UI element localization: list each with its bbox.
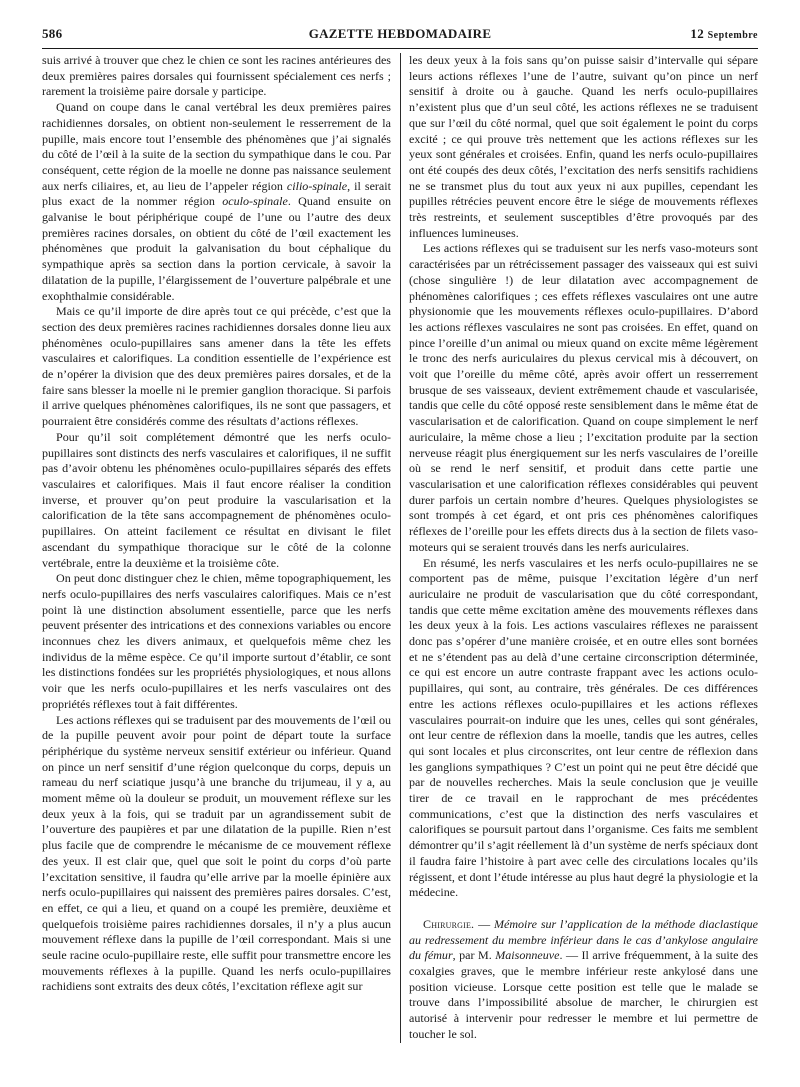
issue-month: Septembre xyxy=(707,30,758,41)
paragraph: On peut donc distinguer chez le chien, même topographiquement, les nerfs oculo-pupillaires des nerfs vasculaires calorifiques. Mais ce n’est point là une distinction absolument essentielle, parce que les nerfs peuvent présenter des intrications et des connexions variables ou encore inconnues chez les divers animaux, et quelquefois même chez les individus de la même espèce. Ce qu’il importe surtout d’établir, ce sont les distinctions fondées sur les propriétés physiologiques, et nous allons voir que les nerfs oculo-pupillaires et les nerfs vasculaires ont des propriétés réflexes tout à fait différentes. xyxy=(42,571,391,711)
paragraph: Mais ce qu’il importe de dire après tout ce qui précède, c’est que la section des deux premières racines rachidiennes dorsales donne lieu aux phénomènes oculo-pupillaires sans amener dans la tête les effets vasculaires et calorifiques. La condition essentielle de l’expérience est de n’opérer la division que des deux premières paires dorsales, et de la faire sans blesser la moelle ni le premier ganglion thoracique. Si parfois il arrive quelques phénomènes calorifiques, ils ne sont que passagers, et pourraient être considérés comme des résultats d’actions réflexes. xyxy=(42,304,391,429)
chirurgie-paragraph xyxy=(409,917,758,1043)
text-run: , il serait plus exact de la nommer région xyxy=(42,178,391,209)
section-spacer xyxy=(409,901,758,917)
header-rule xyxy=(42,48,758,49)
paragraph: Les actions réflexes qui se traduisent par des mouvements de l’œil ou de la pupille peuvent avoir pour point de départ toute la surface périphérique du système nerveux sensitif extérieur ou inférieur. Quand on pince un nerf sensitif d’une région quelconque du corps, depuis un rameau du nerf sciatique jusqu’à une branche du trijumeau, il y a, au moment même où la douleur se produit, un mouvement réflexe sur les deux yeux à la fois, qui se traduit par un agrandissement subit de l’ouverture des paupières et par une dilatation de la pupille. Rien n’est plus facile que de comprendre le mécanisme de ce mouvement réflexe des yeux. Il est clair que, quel que soit le point du corps d’où parte l’excitation sensitive, il faudra qu’elle arrive par la moelle épinière aux nerfs oculo-pupillaires qui naissent des premières paires dorsales. C’est, en effet, ce qui a lieu, et quand on a coupé les première, deuxième et quelquefois troisième paires rachidiennes dorsales, il n’y a plus aucun mouvement réflexe dans la pupille de l’œil correspondant. Mais si une seule racine oculo-pupillaire reste, elle suffit pour transmettre encore les mouvements réflexes à la pupille. Quand les nerfs oculo-pupillaires rachidiens sont extraits des deux côtés, l’excitation réflexe agit sur xyxy=(42,712,391,994)
italic-term: cilio-spinale xyxy=(286,178,348,193)
paragraph: En résumé, les nerfs vasculaires et les nerfs oculo-pupillaires ne se comportent pas de même, puisque l’excitation légère d’un nerf auriculaire ne produit de vascularisation que du côté correspondant, tandis que cette même excitation amène des mouvements réflexes dans les deux yeux à la fois. Les actions vasculaires réflexes ne paraissent donc pas s’opérer d’une manière croisée, et en outre elles sont bornées et ne s’étendent pas au delà d’une certaine circonscription déterminée, ce qui est encore un autre contraste frappant avec les actions oculo-pupillaires, qui sont, au contraire, très générales. De ces différences entre les actions réflexes oculo-pupillaires et les actions réflexes vasculaires pourrait-on induire que les unes, celles qui sont générales, ont leur centre de réflexion dans la moelle, tandis que les autres, celles qui sont locales et plus circonscrites, ont leur centre de réflexion dans les ganglions sympathiques ? C’est un point qui ne peut être décidé que par de nouvelles recherches. Mais la seule conclusion que je veuille tirer de ce travail en le rapprochant de mes précédentes communications, c’est que la distinction des nerfs vasculaires et calorifiques se poursuit partout dans l’organisme. Ces faits me semblent démontrer qu’il s’agit réellement là d’un système de nerfs spéciaux dont il faudra faire l’histoire à part avec celle des circulations locales qu’ils régissent, et dont l’étude intéresse au plus haut degré la physiologie et la médecine. xyxy=(409,555,758,900)
text-run: . Quand ensuite on galvanise le bout périphérique coupé de l’une ou l’autre des deux premières racines dorsales, on obtient du côté de l’œil exactement les phénomènes que produit la galvanisation du bout céphalique du sympathique après sa section dans la portion cervicale, à savoir la dilatation de la pupille, l’élargissement de l’ouverture palpébrale et une exophthalmie considérable. xyxy=(42,194,391,303)
issue-date xyxy=(690,26,758,42)
paragraph xyxy=(42,100,391,304)
text-run: Quand on coupe dans le canal vertébral les deux premières paires rachidiennes dorsales, on obtient non-seulement le resserrement de la pupille, mais encore tout l’ensemble des phénomènes que j’ai signalés du côté de l’œil à la suite de la section du sympathique dans le cou. Par conséquent, cette région de la moelle ne donne pas naissance seulement aux nerfs ciliaires, et, au lieu de l’appeler région xyxy=(42,100,391,193)
paragraph: Les actions réflexes qui se traduisent sur les nerfs vaso-moteurs sont caractérisées par un rétrécissement passager des vaisseaux qui est suivi (chose singulière !) de leur dilatation avec accompagnement de phénomènes calorifiques ; ces effets réflexes vasculaires ont une autre physionomie que les mouvements réflexes oculo-pupillaires. D’abord les actions réflexes vasculaires ne sont pas croisées. En effet, quand on pince l’oreille d’un animal ou mieux quand on excite même légèrement le tronc des nerfs auriculaires du plexus cervical mis à découvert, on voit que l’oreille du même côté, après avoir offert un resserrement brusque de ses vaisseaux, devient extrêmement chaude et vascularisée, tandis que celle du côté opposé reste sensiblement dans le même état de vascularisation et de calorification. Quand on coupe simplement le nerf auriculaire, la même chose a lieu ; l’excitation produite par la section nerveuse réagit plus énergiquement sur les nerfs vasculaires de l’oreille où se rend le nerf sensitif, et produit dans cette partie une vascularisation et une calorification réflexes considérables qui peuvent durer parfois un certain nombre d’heures. Quelques physiologistes se sont trompés à cet égard, et ont pris ces phénomènes calorifiques réflexes de l’oreille pour les effets directs dus à la section de filets vaso-moteurs qui se seraient trouvés dans les nerfs auriculaires. xyxy=(409,241,758,554)
journal-title: GAZETTE HEBDOMADAIRE xyxy=(308,26,492,41)
paragraph: les deux yeux à la fois sans qu’on puisse saisir d’intervalle qui sépare leurs actions réflexes l’une de l’autre, suivant qu’on pince un nerf sensitif à droite ou à gauche. Quand les nerfs oculo-pupillaires n’existent plus que d’un seul côté, les actions réflexes ne se traduisent que sur l’œil du côté normal, quel que soit également le point du corps excité ; ce qui prouve très nettement que les actions réflexes sur les yeux sont générales et croisées. Enfin, quand les nerfs oculo-pupillaires ont été coupés des deux côtés, l’excitation des nerfs sensitifs rachidiens ne se transmet plus du tout aux yeux ni aux pupilles, cependant les pupilles rétrécies peuvent encore être le siége de mouvements réflexes très restreints, et seulement susceptibles d’être provoqués par des influences lumineuses. xyxy=(409,53,758,240)
author-name: Maisonneuve xyxy=(495,948,560,963)
text-run: , par M. xyxy=(452,948,496,963)
italic-term: oculo-spinale xyxy=(222,194,288,209)
issue-day: 12 xyxy=(690,26,705,41)
paragraph: suis arrivé à trouver que chez le chien ce sont les racines antérieures des deux premières paires dorsales qui fournissent spécialement ces nerfs ; rarement la troisième paire dorsale y participe. xyxy=(42,53,391,99)
article-columns xyxy=(42,53,758,1043)
page-header xyxy=(42,24,758,46)
text-run: . — Il arrive fréquemment, à la suite des coxalgies graves, que le membre inférieur reste ankylosé dans une position vicieuse. Lorsque cette position est telle que le malade se trouve dans l’impossibilité absolue de marcher, le chirurgien est autorisé à intervenir pour redresser le membre et lui permettre de toucher le sol. xyxy=(409,948,759,1041)
page-number: 586 xyxy=(42,26,63,41)
section-label: Chirurgie. xyxy=(423,916,475,931)
memoir-title: Mémoire sur l’application de la méthode diaclastique au redressement du membre inférieur dans le cas d’ankylose angulaire du fémur xyxy=(409,916,758,963)
left-column xyxy=(42,53,391,1043)
paragraph: Pour qu’il soit complétement démontré que les nerfs oculo-pupillaires sont distincts des nerfs vasculaires et calorifiques, il ne suffit pas d’avoir obtenu les phénomènes oculo-pupillaires séparés des effets vasculaires et calorifiques. Mais il faut encore réaliser la condition inverse, et prouver qu’on peut produire la vascularisation et la calorification de la tête sans accompagnement de phénomènes oculo-pupillaires. On atteint facilement ce résultat en divisant le filet ascendant du sympathique thoracique sur le côté de la colonne vertébrale, entre la deuxième et la troisième côte. xyxy=(42,429,391,570)
column-divider xyxy=(400,53,401,1043)
right-column xyxy=(409,53,758,1043)
text-run: — xyxy=(474,916,494,931)
